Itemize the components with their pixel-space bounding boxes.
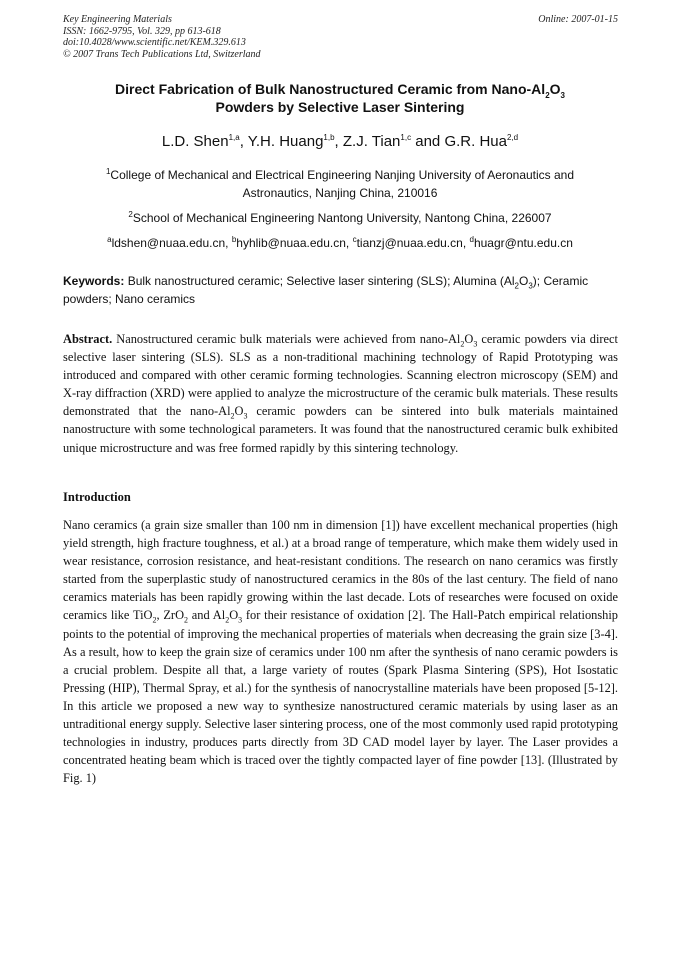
email-3[interactable]: $^c$tianzj@nuaa.edu.cn (352, 235, 463, 250)
email-1[interactable]: $^a$ldshen@nuaa.edu.cn (107, 235, 226, 250)
keywords-section: Keywords: Bulk nanostructured ceramic; Selective laser sintering (SLS); Alumina $(Al_2O_3)$; Ceramic powders; Nano ceramics (63, 274, 589, 306)
email-2[interactable]: $^b$hyhlib@nuaa.edu.cn (231, 235, 346, 250)
introduction-heading: Introduction (63, 490, 131, 504)
paper-title (60, 80, 620, 116)
author-list (60, 132, 620, 152)
introduction-paragraph: Nano ceramics (a grain size smaller than 100 nm in dimension [1]) have excellent mechanical properties (high yield strength, high fracture toughness, et al.) at a broad range of temperature, which make them widely used in wear resistance, corrosion resistance, and heat-resistant conditions. The research on nano ceramics was firstly started from the superplastic study of nanostructured ceramics in the 80s of the last century. The field of nano ceramics materials has been rapidly growing within the last decade. Lots of researches were focused on oxide ceramics like TiO$_2$, ZrO$_2$ and $Al_2O_3$ for their resistance of oxidation [2]. The Hall-Patch empirical relationship points to the potential of improving the mechanical properties of materials when decreasing the grain size [3-4]. As a result, how to keep the grain size of ceramics under 100 nm after the synthesis of nano ceramic powders is a crucial problem. Despite all that, a large variety of routes (Spark Plasma Sintering (SPS), Hot Isostatic Pressing (HIP), Thermal Spray, et al.) for the synthesis of nanocrystalline materials have been proposed [5-12]. In this article we proposed a new way to synthesize nanostructured ceramic materials by using laser as an untraditional energy supply. Selective laser sintering process, one of the most commonly used rapid prototyping technologies in industry, produces parts directly from 3D CAD model layer by layer. The Laser provides a concentrated heating beam which is traced over the tightly compacted layer of fine powder [13]. (Illustrated by Fig. 1) (63, 518, 618, 786)
abstract-paragraph: Abstract. Nanostructured ceramic bulk materials were achieved from nano-$Al_2O_3$ ceramic powders via direct selective laser sintering (SLS). SLS as a non-traditional machining technology of Rapid Prototyping was introduced and compared with other ceramic forming technologies. Scanning electron microscopy (SEM) and X-ray diffraction (XRD) were applied to analyze the microstructure of the ceramic bulk materials. These results demonstrated that the nano-$Al_2O_3$ ceramic powders can be sintered into bulk materials maintained nanostructure with some technological parameters. It was found that the nanostructured ceramic bulk exhibited unique microstructure and was free formed rapidly by this sintering technology. (63, 332, 618, 455)
abstract-label: Abstract. (63, 332, 113, 346)
publication-header (63, 14, 618, 60)
journal-name: Key Engineering Materials (63, 14, 172, 25)
doi-line: doi:10.4028/www.scientific.net/KEM.329.613 (63, 37, 246, 48)
online-date: Online: 2007-01-15 (538, 14, 618, 25)
author-2: Y.H. Huang$^{1,b}$, (247, 133, 343, 150)
title-line-1: Direct Fabrication of Bulk Nanostructured Ceramic from Nano-$Al_2O_3$ (115, 81, 565, 100)
author-3: Z.J. Tian$^{1,c}$ and (342, 133, 445, 150)
title-line-2: Powders by Selective Laser Sintering (215, 99, 465, 115)
email-4[interactable]: $^d$huagr@ntu.edu.cn (469, 235, 573, 250)
affiliation-1: $^1$College of Mechanical and Electrical Engineering Nanjing University of Aeronautics and Astronautics, Nanjing China, 210016 (105, 167, 575, 200)
affiliation-2: $^2$School of Mechanical Engineering Nantong University, Nantong China, 226007 (128, 210, 552, 225)
author-emails: $^a$ldshen@nuaa.edu.cn, $^b$hyhlib@nuaa.edu.cn, $^c$tianzj@nuaa.edu.cn, $^d$huagr@ntu.edu.cn (107, 235, 573, 250)
issn-line: ISSN: 1662-9795, Vol. 329, pp 613-618 (63, 25, 221, 37)
keywords-label: Keywords: (63, 274, 125, 288)
author-4: G.R. Hua$^{2,d}$ (444, 133, 519, 150)
copyright-line: © 2007 Trans Tech Publications Ltd, Switzerland (63, 48, 261, 60)
author-1: L.D. Shen$^{1,a}$, (161, 133, 248, 150)
